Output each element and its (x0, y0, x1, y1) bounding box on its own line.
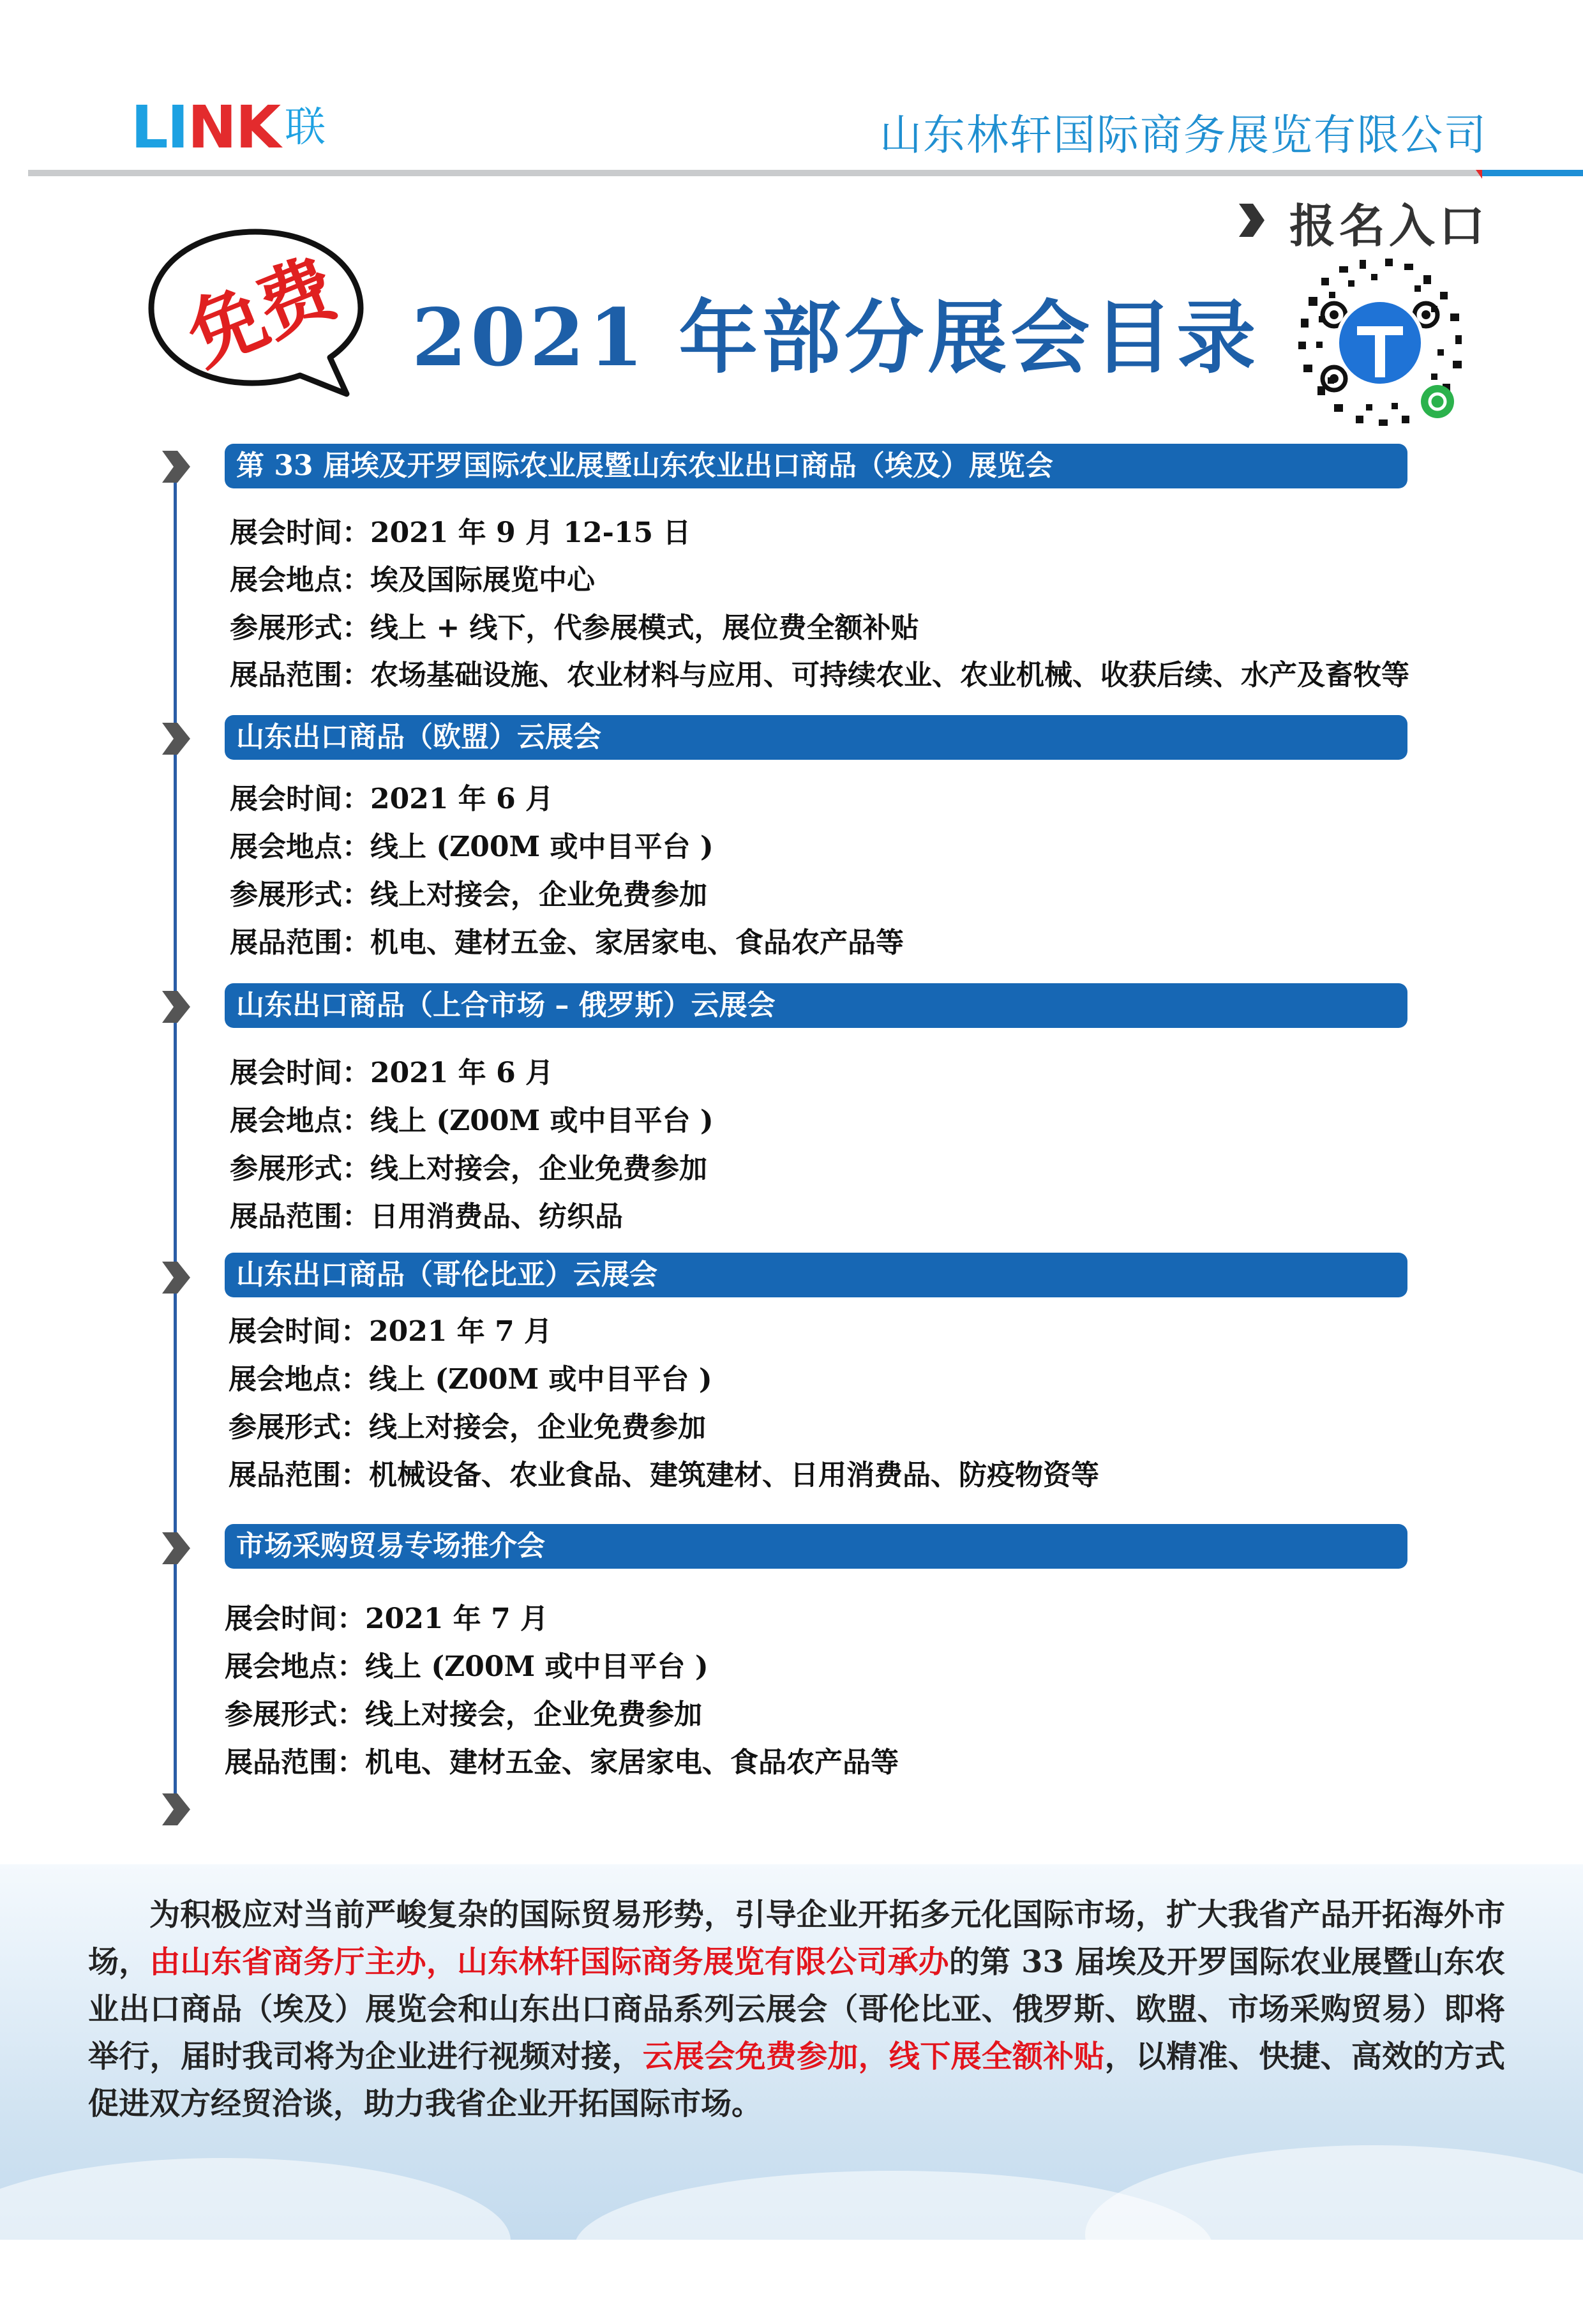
exhibition-time-1: 展会时间：2021 年 9 月 12-15 日 (230, 517, 691, 549)
exhibition-place-4: 展会地点：线上 (Z00M 或中目平台 ) (229, 1363, 712, 1396)
exhibition-scope-1: 展品范围：农场基础设施、农业材料与应用、可持续农业、农业机械、收获后续、水产及畜牧等 (230, 659, 1409, 691)
page-title: 2021 年部分展会目录 (412, 292, 1260, 384)
chevron-right-icon (160, 988, 193, 1025)
exhibition-title-4: 山东出口商品（哥伦比亚）云展会 (225, 1253, 1407, 1297)
footer-paragraph (88, 1891, 1505, 2127)
exhibition-time-5: 展会时间：2021 年 7 月 (225, 1603, 549, 1635)
logo-li: LI (131, 93, 188, 162)
company-name: 山东林轩国际商务展览有限公司 (880, 110, 1487, 160)
header-divider (28, 170, 1482, 176)
chevron-right-icon (160, 448, 193, 485)
company-logo (131, 93, 326, 162)
header-divider-tick (1476, 170, 1482, 179)
logo-cn: 联 (285, 104, 326, 151)
exhibition-place-5: 展会地点：线上 (Z00M 或中目平台 ) (225, 1650, 709, 1683)
exhibition-form-5: 参展形式：线上对接会，企业免费参加 (225, 1698, 702, 1731)
exhibition-title-2: 山东出口商品（欧盟）云展会 (225, 715, 1407, 760)
exhibition-place-3: 展会地点：线上 (Z00M 或中目平台 ) (230, 1105, 714, 1137)
exhibition-scope-4: 展品范围：机械设备、农业食品、建筑建材、日用消费品、防疫物资等 (229, 1459, 1099, 1491)
exhibition-form-2: 参展形式：线上对接会，企业免费参加 (230, 879, 707, 911)
exhibition-scope-5: 展品范围：机电、建材五金、家居家电、食品农产品等 (225, 1746, 899, 1779)
chevron-right-icon (160, 1259, 193, 1296)
exhibition-form-1: 参展形式：线上 + 线下，代参展模式，展位费全额补贴 (230, 612, 919, 644)
exhibition-title-1: 第 33 届埃及开罗国际农业展暨山东农业出口商品（埃及）展览会 (225, 444, 1407, 488)
logo-nk: NK (187, 93, 280, 162)
timeline-line (174, 460, 177, 1794)
signup-label: 报名入口 (1289, 199, 1489, 253)
exhibition-title-5: 市场采购贸易专场推介会 (225, 1524, 1407, 1569)
chevron-right-icon (1235, 201, 1267, 239)
exhibition-scope-2: 展品范围：机电、建材五金、家居家电、食品农产品等 (230, 926, 904, 959)
exhibition-form-4: 参展形式：线上对接会，企业免费参加 (229, 1411, 706, 1444)
chevron-right-icon (160, 1791, 193, 1828)
footer-text-organizer: 由山东省商务厅主办，山东林轩国际商务展览有限公司承办 (149, 1944, 949, 1980)
exhibition-time-3: 展会时间：2021 年 6 月 (230, 1057, 554, 1089)
free-badge: 免费 (176, 244, 347, 382)
footer-text-offer: 云展会免费参加，线下展全额补贴 (642, 2039, 1105, 2074)
exhibition-scope-3: 展品范围：日用消费品、纺织品 (230, 1200, 623, 1233)
exhibition-place-1: 展会地点：埃及国际展览中心 (230, 564, 595, 596)
footer-text-3: ，以精准、快捷、高效的方式促进双方经贸洽谈，助力我省企业开拓国际市场。 (88, 2039, 1505, 2122)
chevron-right-icon (160, 1530, 193, 1567)
exhibition-form-3: 参展形式：线上对接会，企业免费参加 (230, 1152, 707, 1185)
footer-text-1: 为积极应对当前严峻复杂的国际贸易形势，引导企业开拓多元化国际市场，扩大我省产品开拓海外市场， (88, 1897, 1505, 1980)
exhibition-time-2: 展会时间：2021 年 6 月 (230, 783, 554, 815)
footer-text-2: 的第 33 届埃及开罗国际农业展暨山东农业出口商品（埃及）展览会和山东出口商品系列云展会（哥伦比亚、俄罗斯、欧盟、市场采购贸易）即将举行，届时我司将为企业进行视频对接， (88, 1944, 1505, 2074)
chevron-right-icon (160, 720, 193, 757)
exhibition-time-4: 展会时间：2021 年 7 月 (229, 1315, 553, 1348)
header-divider-accent (1482, 170, 1583, 176)
qr-code-icon[interactable] (1289, 252, 1471, 434)
exhibition-title-3: 山东出口商品（上合市场 – 俄罗斯）云展会 (225, 983, 1407, 1028)
exhibition-place-2: 展会地点：线上 (Z00M 或中目平台 ) (230, 831, 714, 863)
